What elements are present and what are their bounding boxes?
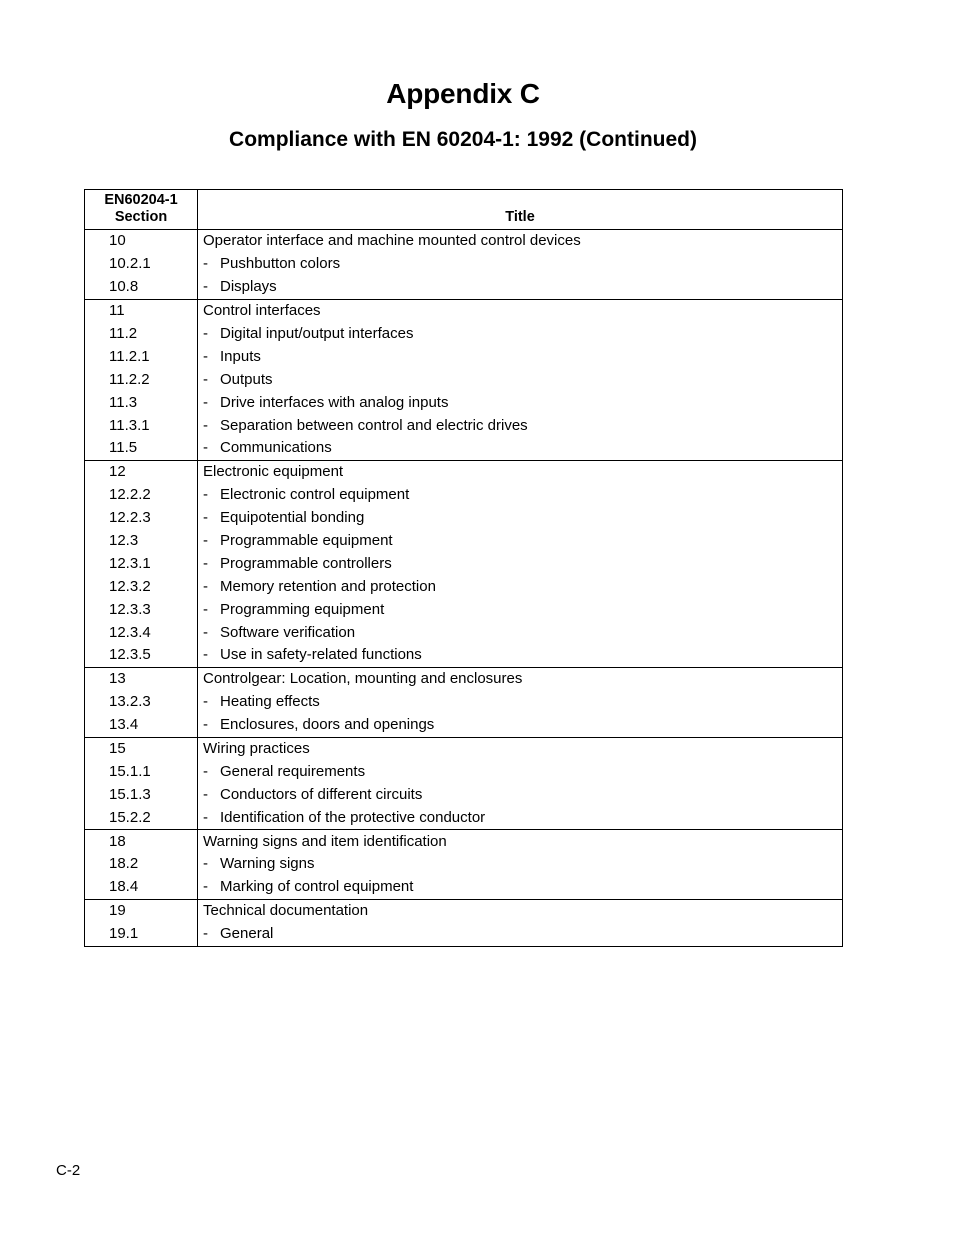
section-title-text: Programmable controllers [220,554,392,572]
table-row [85,806,843,829]
section-title-cell [198,667,843,690]
section-title-text: Displays [220,278,277,296]
section-title-text: Operator interface and machine mounted control devices [203,232,581,250]
table-row [85,230,843,253]
sub-item-dash: - [203,808,208,826]
section-number-cell: 12 [85,460,198,483]
section-title-text: General [220,925,274,943]
table-row [85,552,843,575]
sub-item-dash: - [203,486,208,504]
section-title-cell [198,276,843,299]
section-title-text: Equipotential bonding [220,509,365,527]
section-number-cell: 19.1 [85,923,198,946]
page-title: Appendix C [386,78,540,109]
table-row [85,437,843,460]
section-title-cell [198,899,843,922]
section-title-cell [198,530,843,553]
table-row [85,368,843,391]
section-title-cell [198,460,843,483]
section-number-cell: 12.3.5 [85,644,198,667]
table-row [85,460,843,483]
page-number: C-2 [56,1162,81,1179]
section-title-cell [198,621,843,644]
section-title-cell [198,783,843,806]
section-title-cell [198,923,843,946]
table-row [85,323,843,346]
section-number-cell: 12.3 [85,530,198,553]
section-title-cell [198,691,843,714]
section-title-cell [198,714,843,737]
section-title-cell [198,345,843,368]
section-title-cell [198,853,843,876]
compliance-table [84,189,843,947]
table-row [85,484,843,507]
section-title-cell [198,575,843,598]
section-title-cell [198,230,843,253]
sub-item-dash: - [203,278,208,296]
table-row [85,783,843,806]
section-number-cell: 19 [85,899,198,922]
section-number-cell: 11.3 [85,391,198,414]
section-title-text: Wiring practices [203,740,310,758]
section-number-cell: 11 [85,299,198,322]
section-number-cell: 18.2 [85,853,198,876]
section-title-text: Communications [220,439,332,457]
section-number-cell: 11.5 [85,437,198,460]
sub-item-dash: - [203,255,208,273]
sub-item-dash: - [203,623,208,641]
section-number-cell: 12.3.1 [85,552,198,575]
section-title-text: Programmable equipment [220,532,393,550]
section-title-text: Separation between control and electric drives [220,416,528,434]
sub-item-dash: - [203,785,208,803]
section-number-cell: 11.2.2 [85,368,198,391]
sub-item-dash: - [203,925,208,943]
table-row [85,598,843,621]
section-title-text: Control interfaces [203,302,321,320]
section-column-header [85,190,198,230]
section-title-cell [198,437,843,460]
table-row [85,414,843,437]
table-row [85,391,843,414]
section-number-cell: 18 [85,830,198,853]
table-row [85,691,843,714]
table-row [85,621,843,644]
section-number-cell: 11.2 [85,323,198,346]
section-number-cell: 12.2.3 [85,507,198,530]
section-number-cell: 11.2.1 [85,345,198,368]
section-title-cell [198,876,843,899]
sub-item-dash: - [203,716,208,734]
table-header-row [85,190,843,230]
section-number-cell: 11.3.1 [85,414,198,437]
table-row [85,760,843,783]
section-title-cell [198,323,843,346]
sub-item-dash: - [203,509,208,527]
table-row [85,644,843,667]
table-row [85,299,843,322]
section-title-text: General requirements [220,762,366,780]
table-row [85,667,843,690]
section-number-cell: 13.2.3 [85,691,198,714]
section-title-text: Digital input/output interfaces [220,325,414,342]
section-title-cell [198,737,843,760]
sub-item-dash: - [203,600,208,618]
section-number-cell: 12.2.2 [85,484,198,507]
table-row [85,923,843,946]
section-title-text: Software verification [220,623,356,641]
sub-item-dash: - [203,855,208,873]
section-title-text: Inputs [220,347,261,365]
page-subtitle: Compliance with EN 60204-1: 1992 (Continued) [229,128,697,151]
section-title-cell [198,760,843,783]
section-title-cell [198,253,843,276]
sub-item-dash: - [203,878,208,896]
section-title-text: Conductors of different circuits [220,785,423,803]
section-number-cell: 10 [85,230,198,253]
section-title-text: Programming equipment [220,600,385,618]
table-row [85,714,843,737]
section-title-cell [198,414,843,437]
sub-item-dash: - [203,416,208,434]
section-number-cell: 13 [85,667,198,690]
section-title-text: Electronic control equipment [220,486,410,504]
title-column-header: Title [198,190,843,230]
section-title-text: Use in safety-related functions [220,646,422,664]
section-title-cell [198,552,843,575]
table-row [85,899,843,922]
section-header-line1: EN60204-1 [104,192,178,208]
table-row [85,276,843,299]
section-number-cell: 15.1.3 [85,783,198,806]
section-number-cell: 13.4 [85,714,198,737]
section-title-text: Warning signs [220,855,315,873]
section-number-cell: 15.2.2 [85,806,198,829]
section-number-cell: 12.3.3 [85,598,198,621]
table-row [85,737,843,760]
sub-item-dash: - [203,532,208,550]
section-title-cell [198,391,843,414]
section-title-text: Controlgear: Location, mounting and enclosures [203,670,523,688]
sub-item-dash: - [203,646,208,664]
sub-item-dash: - [203,347,208,365]
table-row [85,853,843,876]
section-title-text: Outputs [220,370,273,388]
sub-item-dash: - [203,370,208,388]
section-title-text: Technical documentation [203,902,369,920]
section-title-cell [198,830,843,853]
table-row [85,345,843,368]
section-title-cell [198,507,843,530]
table-row [85,530,843,553]
table-row [85,507,843,530]
section-number-cell: 10.8 [85,276,198,299]
section-number-cell: 15 [85,737,198,760]
sub-item-dash: - [203,325,208,342]
section-title-cell [198,644,843,667]
table-row [85,253,843,276]
sub-item-dash: - [203,554,208,572]
section-number-cell: 15.1.1 [85,760,198,783]
section-title-text: Electronic equipment [203,463,344,481]
table-row [85,575,843,598]
section-number-cell: 18.4 [85,876,198,899]
section-title-text: Memory retention and protection [220,577,436,595]
sub-item-dash: - [203,439,208,457]
section-title-text: Heating effects [220,693,320,711]
section-title-text: Drive interfaces with analog inputs [220,393,449,411]
table-body [85,230,843,947]
section-title-cell [198,598,843,621]
sub-item-dash: - [203,762,208,780]
table-row [85,876,843,899]
sub-item-dash: - [203,577,208,595]
section-title-text: Marking of control equipment [220,878,414,896]
sub-item-dash: - [203,393,208,411]
section-title-text: Identification of the protective conductor [220,808,486,826]
section-title-text: Pushbutton colors [220,255,341,273]
table-row [85,830,843,853]
section-title-cell [198,299,843,322]
section-title-text: Warning signs and item identification [203,832,447,850]
section-number-cell: 12.3.2 [85,575,198,598]
section-number-cell: 12.3.4 [85,621,198,644]
section-header-line2: Section [114,209,168,225]
section-title-cell [198,806,843,829]
section-title-cell [198,368,843,391]
section-title-cell [198,484,843,507]
sub-item-dash: - [203,693,208,711]
section-number-cell: 10.2.1 [85,253,198,276]
section-title-text: Enclosures, doors and openings [220,716,435,734]
